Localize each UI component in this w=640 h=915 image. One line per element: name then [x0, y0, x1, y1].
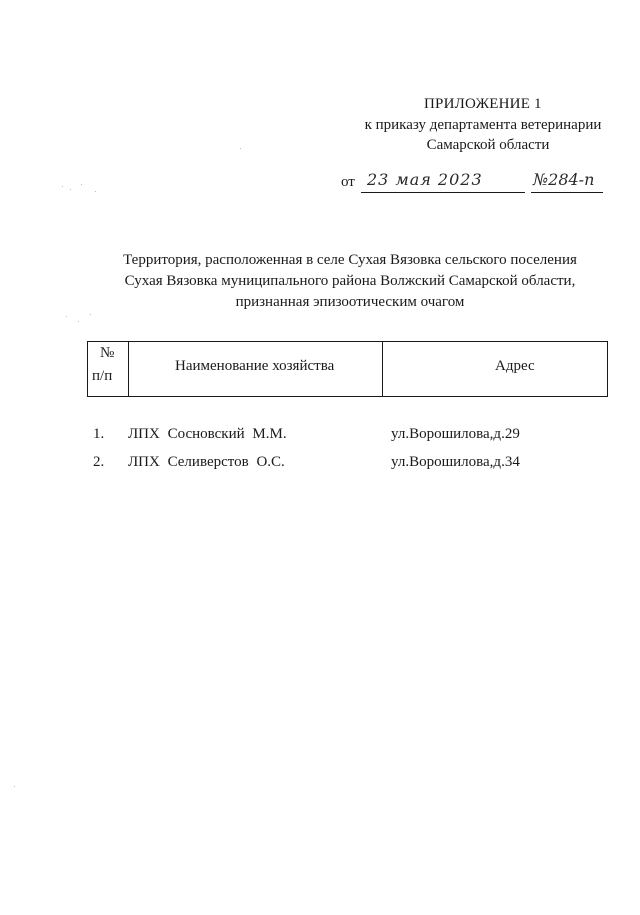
- handwritten-date: 23 мая 2023: [367, 170, 483, 189]
- scan-speck: [95, 191, 96, 192]
- handwritten-number: №284-п: [533, 170, 595, 189]
- column-address-label: Адрес: [495, 358, 535, 374]
- heading-line-1: Территория, расположенная в селе Сухая Вязовка сельского поселения: [123, 252, 577, 268]
- scan-speck: [81, 184, 82, 185]
- scan-speck: [14, 786, 15, 787]
- row-number: 2.: [93, 454, 105, 470]
- column-farm-name: [128, 342, 383, 396]
- heading-line-2: Сухая Вязовка муниципального района Волжский Самарской области,: [124, 273, 576, 289]
- document-heading: [100, 250, 600, 313]
- order-reference: к приказу департамента ветеринарии: [364, 117, 602, 133]
- date-field: [361, 172, 525, 193]
- column-number-label-1: №: [100, 345, 115, 361]
- heading-line-3: признанная эпизоотическим очагом: [235, 294, 465, 310]
- scan-speck: [66, 316, 67, 317]
- list-item: [0, 454, 640, 476]
- number-field: [531, 172, 603, 193]
- list-item: [0, 426, 640, 448]
- column-number: [88, 342, 129, 396]
- scan-speck: [78, 321, 79, 322]
- column-farm-name-label: Наименование хозяйства: [175, 358, 335, 374]
- scan-speck: [62, 186, 63, 187]
- farm-address: ул.Ворошилова,д.29: [391, 426, 520, 442]
- farm-name: ЛПХ Селиверстов О.С.: [128, 454, 285, 470]
- column-address: [383, 342, 607, 396]
- farm-address: ул.Ворошилова,д.34: [391, 454, 520, 470]
- region-name: Самарской области: [426, 137, 550, 153]
- row-number: 1.: [93, 426, 105, 442]
- scan-speck: [90, 314, 91, 315]
- date-label: от: [341, 174, 355, 190]
- farm-name: ЛПХ Сосновский М.М.: [128, 426, 287, 442]
- scan-speck: [240, 148, 241, 149]
- table-header: [87, 341, 608, 397]
- scan-speck: [70, 189, 71, 190]
- column-number-label-2: п/п: [92, 368, 113, 384]
- appendix-title: ПРИЛОЖЕНИЕ 1: [424, 96, 542, 112]
